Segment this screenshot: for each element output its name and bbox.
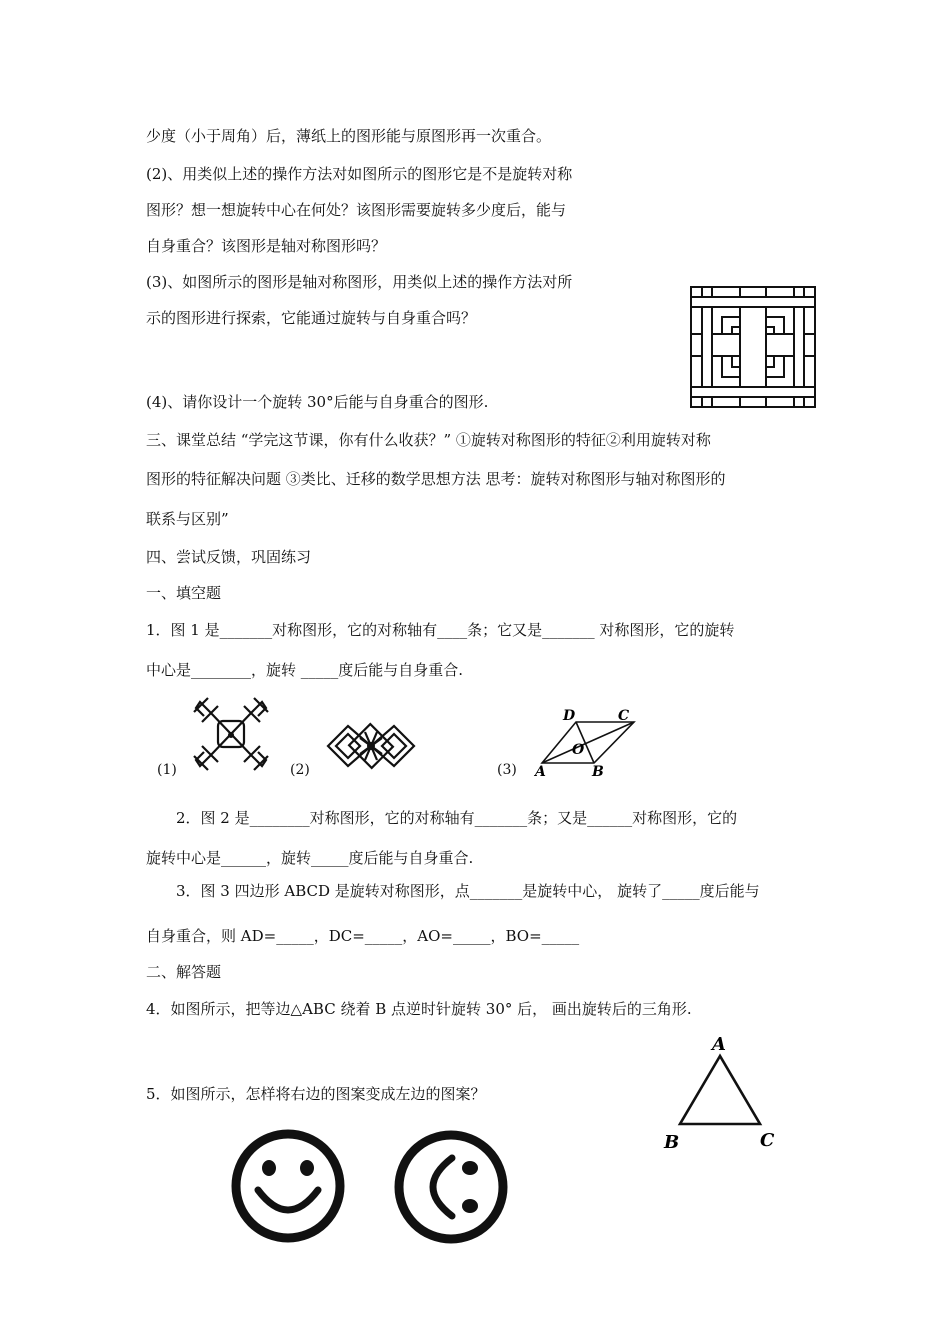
figure-3-parallelogram bbox=[532, 708, 646, 778]
summary-line-2: 图形的特征解决问题 ③类比、迁移的数学思想方法 思考：旋转对称图形与轴对称图形的 bbox=[146, 470, 726, 488]
section-4-heading: 四、尝试反馈，巩固练习 bbox=[146, 548, 312, 566]
question-1-line-1: 1．图 1 是_______对称图形，它的对称轴有____条；它又是_______ 对称图形，它的旋转 bbox=[146, 621, 735, 639]
point-o-label: O bbox=[572, 742, 585, 758]
summary-line-1: 三、课堂总结 “学完这节课，你有什么收获？” ①旋转对称图形的特征②利用旋转对称 bbox=[146, 431, 711, 449]
figure-2-knot bbox=[324, 718, 418, 774]
answer-heading: 二、解答题 bbox=[146, 963, 222, 981]
text-line-6: 示的图形进行探索，它能通过旋转与自身重合吗？ bbox=[146, 309, 477, 327]
triangle-abc bbox=[660, 1034, 784, 1152]
text-line-2: (2)、用类似上述的操作方法对如图所示的图形它是不是旋转对称 bbox=[146, 165, 573, 183]
triangle-point-b: B bbox=[664, 1132, 680, 1152]
point-a-label: A bbox=[535, 764, 546, 778]
triangle-point-c: C bbox=[760, 1130, 775, 1151]
question-1-line-2: 中心是________，旋转 _____度后能与自身重合. bbox=[146, 661, 464, 679]
point-c-label: C bbox=[618, 708, 630, 724]
figure-1-cross bbox=[190, 694, 272, 774]
triangle-point-a: A bbox=[712, 1034, 726, 1055]
text-line-1: 少度（小于周角）后，薄纸上的图形能与原图形再一次重合。 bbox=[146, 127, 552, 145]
smiley-face-upright bbox=[230, 1128, 346, 1244]
question-3-line-1: 3．图 3 四边形 ABCD 是旋转对称图形，点_______是旋转中心， 旋转了_____度后能与 bbox=[176, 882, 760, 900]
figure-1-label: (1) bbox=[157, 762, 177, 778]
figure-3-label: (3) bbox=[497, 762, 517, 778]
question-2-line-2: 旋转中心是______，旋转_____度后能与自身重合. bbox=[146, 849, 474, 867]
point-b-label: B bbox=[592, 764, 604, 778]
text-line-4: 自身重合？该图形是轴对称图形吗？ bbox=[146, 237, 387, 255]
question-2-line-1: 2．图 2 是________对称图形，它的对称轴有_______条；又是______对称图形，它的 bbox=[176, 809, 738, 827]
fill-blank-heading: 一、填空题 bbox=[146, 584, 222, 602]
question-3-line-2: 自身重合，则 AD=_____，DC=_____，AO=_____，BO=_____ bbox=[146, 927, 580, 945]
text-line-3: 图形？想一想旋转中心在何处？该图形需要旋转多少度后，能与 bbox=[146, 201, 567, 219]
text-line-5: (3)、如图所示的图形是轴对称图形，用类似上述的操作方法对所 bbox=[146, 273, 573, 291]
figure-2-label: (2) bbox=[290, 762, 310, 778]
question-4: 4．如图所示，把等边△ABC 绕着 B 点逆时针旋转 30° 后， 画出旋转后的三角形. bbox=[146, 1000, 692, 1018]
question-5: 5．如图所示，怎样将右边的图案变成左边的图案？ bbox=[146, 1085, 486, 1103]
text-line-7: (4)、请你设计一个旋转 30°后能与自身重合的图形. bbox=[146, 393, 489, 411]
woven-square-figure bbox=[688, 284, 818, 410]
smiley-face-rotated bbox=[392, 1128, 510, 1246]
summary-line-3: 联系与区别” bbox=[146, 510, 229, 528]
point-d-label: D bbox=[563, 708, 576, 724]
